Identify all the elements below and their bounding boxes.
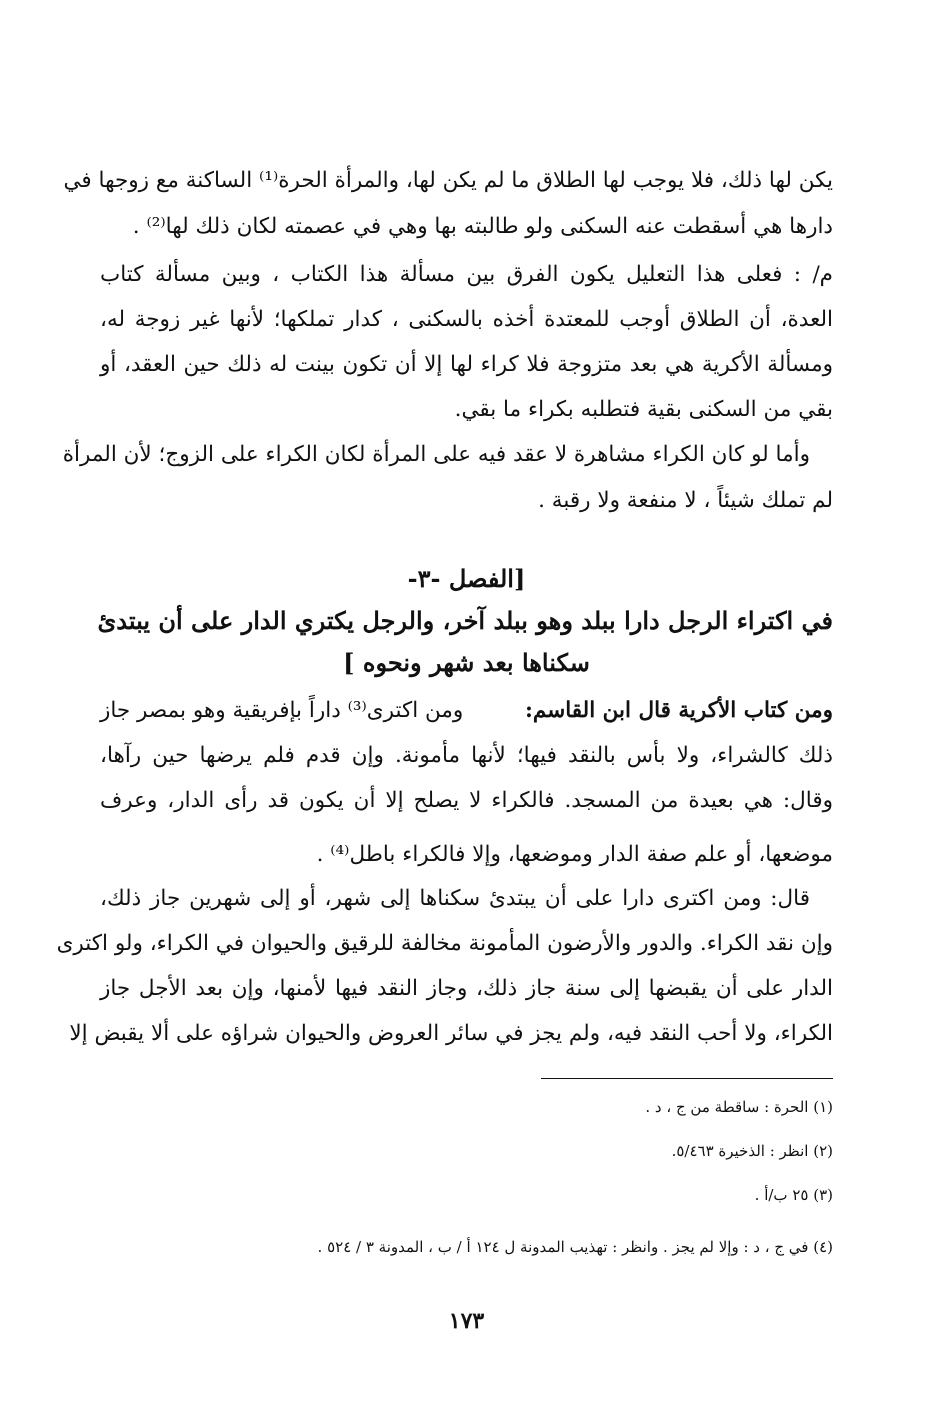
section-title: [الفصل -٣- <box>407 564 526 593</box>
paragraph-line: م/ : فعلى هذا التعليل يكون الفرق بين مسألة هذا الكتاب ، وبين مسألة كتاب <box>100 262 833 287</box>
paragraph-line <box>100 696 833 726</box>
paragraph-line: بقي من السكنى بقية فتطلبه بكراء ما بقي. <box>454 397 833 422</box>
paragraph-lead: ومن كتاب الأكرية قال ابن القاسم: <box>524 698 833 723</box>
paragraph-line: ذلك كالشراء، ولا بأس بالنقد فيها؛ لأنها مأمونة. وإن قدم فلم يرضها حين رآها، <box>100 743 833 768</box>
paragraph-line: دارها هي أسقطت عنه السكنى ولو طالبته بها وهي في عصمته لكان ذلك لها⁽²⁾ . <box>132 214 833 239</box>
paragraph-line: وإن نقد الكراء. والدور والأرضون المأمونة مخالفة للرقيق والحيوان في الكراء، ولو اكترى <box>56 931 833 956</box>
footnote: (٤) في ج ، د : وإلا لم يجز . وانظر : تهذيب المدونة ل ١٢٤ أ / ب ، المدونة ٣ / ٥٢٤ . <box>317 1238 833 1256</box>
paragraph-line: العدة، أن الطلاق أوجب للمعتدة أخذه بالسكنى ، كدار تملكها؛ لأنها غير زوجة له، <box>100 307 833 332</box>
paragraph-line: موضعها، أو علم صفة الدار وموضعها، وإلا فالكراء باطل⁽⁴⁾ . <box>316 842 833 867</box>
paragraph-line: وقال: هي بعيدة من المسجد. فالكراء لا يصلح إلا أن يكون قد رأى الدار، وعرف <box>100 788 833 813</box>
paragraph-text: ومن اكترى⁽³⁾ داراً بإفريقية وهو بمصر جاز <box>100 698 464 723</box>
page-number: ١٧٣ <box>448 1308 485 1334</box>
footnote: (١) الحرة : ساقطة من ج ، د . <box>645 1098 833 1116</box>
paragraph-line: لم تملك شيئاً ، لا منفعة ولا رقبة . <box>538 488 833 513</box>
paragraph-line: الكراء، ولا أحب النقد فيه، ولم يجز في سائر العروض والحيوان شراؤه على ألا يقبض إلا <box>69 1021 833 1046</box>
section-subtitle: في اكتراء الرجل دارا ببلد وهو ببلد آخر، والرجل يكتري الدار على أن يبتدئ <box>97 606 833 635</box>
paragraph-line: ومسألة الأكرية هي بعد متزوجة فلا كراء لها إلا أن تكون بينت له ذلك حين العقد، أو <box>100 352 833 377</box>
footnote-separator <box>541 1078 833 1079</box>
footnote: (٣) ٢٥ ب/أ . <box>754 1186 833 1204</box>
section-subtitle: سكناها بعد شهر ونحوه ] <box>343 648 590 677</box>
paragraph-line: قال: ومن اكترى دارا على أن يبتدئ سكناها إلى شهر، أو إلى شهرين جاز ذلك، <box>100 886 810 911</box>
footnote: (٢) انظر : الذخيرة ٥/٤٦٣. <box>671 1142 833 1160</box>
paragraph-line: وأما لو كان الكراء مشاهرة لا عقد فيه على المرأة لكان الكراء على الزوج؛ لأن المرأة <box>62 442 810 467</box>
paragraph-line: الدار على أن يقبضها إلى سنة جاز ذلك، وجاز النقد فيها لأمنها، وإن بعد الأجل جاز <box>100 976 833 1001</box>
paragraph-line: يكن لها ذلك، فلا يوجب لها الطلاق ما لم يكن لها، والمرأة الحرة⁽¹⁾ الساكنة مع زوجها في <box>63 168 833 193</box>
